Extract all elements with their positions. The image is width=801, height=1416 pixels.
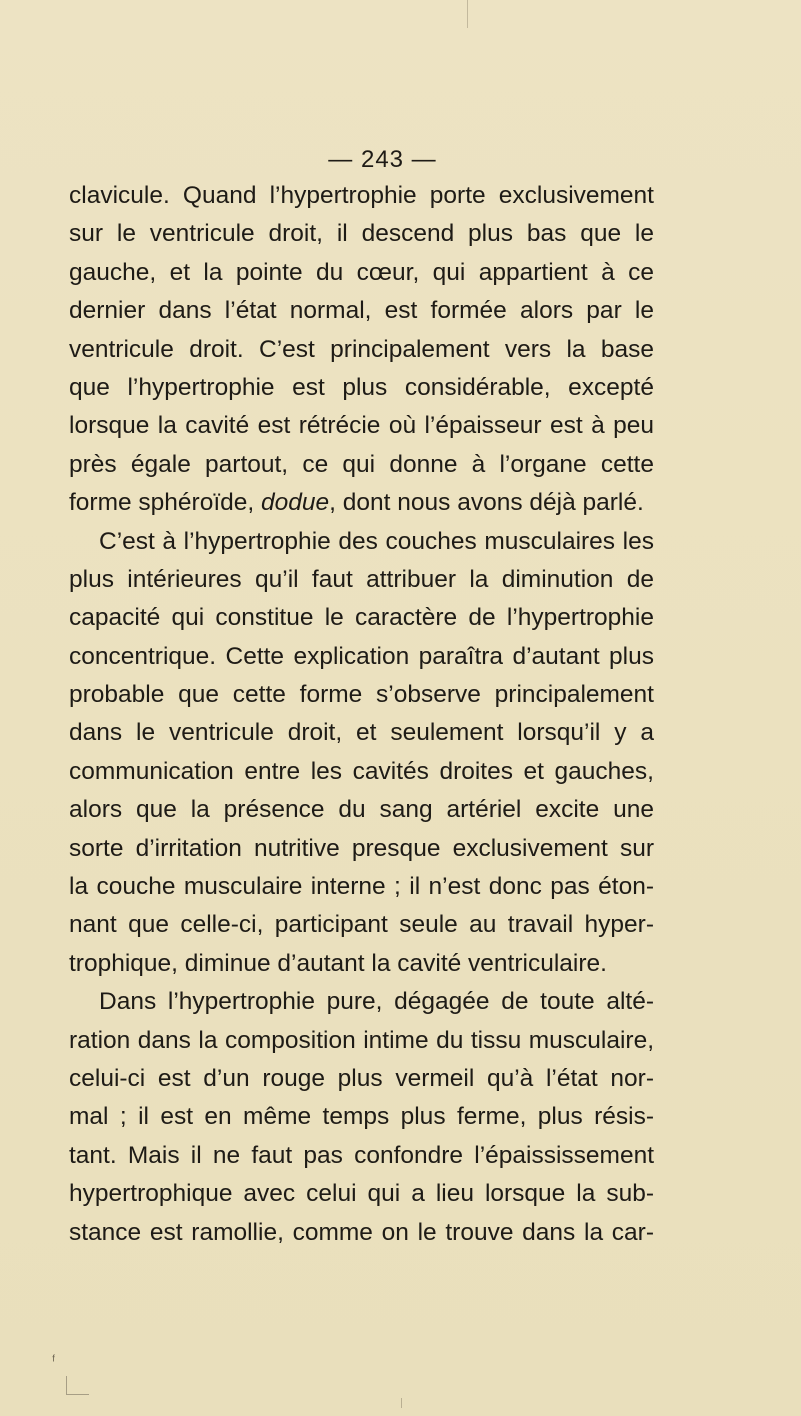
page-number: — 243 — [328,146,437,173]
scan-artifact-corner [66,1376,89,1395]
italic-word-dodue: dodue [261,489,330,517]
text-line-26: tant. Mais il ne faut pas confondre l’épaississement [69,1141,654,1169]
text-line-22: Dans l’hypertrophie pure, dégagée de toute alté- [99,988,654,1016]
text-line-18: sorte d’irritation nutritive presque exclusivement sur [69,834,654,862]
text-line-25: mal ; il est en même temps plus ferme, plus résis- [69,1103,654,1131]
text-line-12: capacité qui constitue le caractère de l’hypertrophie [69,604,654,632]
text-line-4: dernier dans l’état normal, est formée alors par le [69,297,654,325]
text-line-19: la couche musculaire interne ; il n’est donc pas éton- [69,873,654,901]
margin-mark: ᶠ [52,1352,56,1368]
text-line-9-before: forme sphéroïde, [69,489,262,517]
text-line-27: hypertrophique avec celui qui a lieu lorsque la sub- [69,1180,654,1208]
text-line-16: communication entre les cavités droites et gauches, [69,757,654,785]
text-line-15: dans le ventricule droit, et seulement lorsqu’il y a [69,719,654,747]
text-line-9-after: , dont nous avons déjà parlé. [329,489,644,517]
text-line-11: plus intérieures qu’il faut attribuer la diminution de [69,565,654,593]
scan-artifact-top [467,0,468,28]
body-text [69,177,654,1252]
text-line-21: trophique, diminue d’autant la cavité ventriculaire. [69,949,607,977]
scan-artifact-bottom [401,1398,402,1408]
text-line-28: stance est ramollie, comme on le trouve dans la car- [69,1218,654,1246]
text-line-7: lorsque la cavité est rétrécie où l’épaisseur est à peu [69,412,654,440]
text-line-24: celui-ci est d’un rouge plus vermeil qu’à l’état nor- [69,1064,654,1092]
text-line-17: alors que la présence du sang artériel excite une [69,796,654,824]
text-line-8: près égale partout, ce qui donne à l’organe cette [69,450,654,478]
text-line-3: gauche, et la pointe du cœur, qui appartient à ce [69,258,654,286]
text-line-20: nant que celle-ci, participant seule au travail hyper- [69,911,654,939]
text-line-13: concentrique. Cette explication paraîtra d’autant plus [69,642,654,670]
text-line-10: C’est à l’hypertrophie des couches musculaires les [99,527,654,555]
text-line-9 [69,484,654,522]
text-line-2: sur le ventricule droit, il descend plus bas que le [69,220,654,248]
text-line-6: que l’hypertrophie est plus considérable, excepté [69,373,654,401]
text-line-5: ventricule droit. C’est principalement vers la base [69,335,654,363]
text-line-23: ration dans la composition intime du tissu musculaire, [69,1026,654,1054]
text-line-1: clavicule. Quand l’hypertrophie porte exclusivement [69,182,654,209]
text-line-14: probable que cette forme s’observe principalement [69,681,654,709]
